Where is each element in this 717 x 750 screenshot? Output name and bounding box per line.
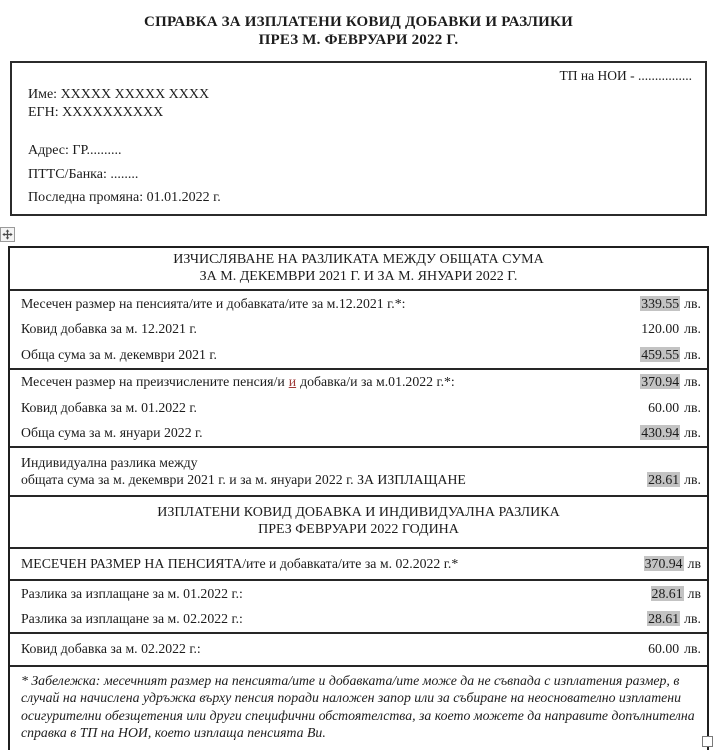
table-row-difference-feb2022 — [10, 607, 707, 633]
table-move-handle[interactable] — [0, 227, 15, 242]
amount-value: 339.55 — [641, 295, 680, 311]
table-row-difference-jan2022 — [10, 581, 707, 607]
table-row-monthly-pension-jan2022 — [10, 370, 707, 396]
individual-difference-group — [10, 448, 707, 497]
currency-unit: лв. — [684, 374, 701, 390]
row-label: Разлика за изплащане за м. 01.2022 г.: — [21, 585, 243, 601]
currency-unit: лв. — [684, 611, 701, 627]
row-value — [640, 296, 701, 312]
january-2022-group — [10, 370, 707, 449]
currency-unit: лв — [687, 555, 701, 571]
amount-value: 459.55 — [641, 346, 680, 362]
currency-unit: лв. — [684, 321, 701, 337]
currency-unit: лв. — [684, 425, 701, 441]
row-value — [640, 321, 701, 337]
document-title-line1: СПРАВКА ЗА ИЗПЛАТЕНИ КОВИД ДОБАВКИ И РАЗЛИКИ — [144, 14, 573, 30]
amount-value: 120.00 — [641, 321, 680, 337]
currency-unit: лв. — [684, 295, 701, 311]
amount-value: 28.61 — [648, 472, 680, 488]
row-label — [21, 455, 647, 488]
egn-line: ЕГН: XXXXXXXXXX — [28, 105, 164, 121]
amount-value: 370.94 — [641, 374, 680, 390]
monthly-pension-feb2022-group — [10, 549, 707, 582]
row-value — [640, 374, 701, 390]
row-value — [647, 472, 701, 488]
document-title-line2: ПРЕЗ М. ФЕВРУАРИ 2022 Г. — [258, 32, 459, 48]
covid-supplement-feb2022-group — [10, 634, 707, 667]
currency-unit: лв. — [684, 346, 701, 362]
document-title — [0, 13, 717, 49]
calc-table-header-line1: ИЗЧИСЛЯВАНЕ НА РАЗЛИКАТА МЕЖДУ ОБЩАТА СУМА — [173, 251, 544, 267]
row-value — [640, 347, 701, 363]
amount-value: 28.61 — [651, 585, 683, 601]
row-value — [651, 586, 701, 602]
move-cross-icon — [2, 229, 13, 240]
row-label: Ковид добавка за м. 02.2022 г.: — [21, 641, 201, 657]
address-line: Адрес: ГР.......... — [28, 143, 122, 159]
row-label-line1: Индивидуална разлика между — [21, 455, 198, 471]
amount-value: 60.00 — [648, 641, 680, 657]
amount-value: 60.00 — [648, 399, 680, 415]
row-label: Обща сума за м. януари 2022 г. — [21, 425, 203, 441]
calc-table-header-line2: ЗА М. ДЕКЕМВРИ 2021 Г. И ЗА М. ЯНУАРИ 2022 Г. — [199, 268, 518, 284]
amount-value: 28.61 — [648, 611, 680, 627]
row-value — [640, 425, 701, 441]
covid-supplement-table — [8, 246, 709, 750]
tracked-change-inserted-text: и — [288, 374, 297, 390]
table-row-total-dec2021 — [10, 342, 707, 368]
amount-value: 370.94 — [644, 555, 683, 571]
december-2021-group — [10, 291, 707, 370]
table-row-monthly-pension-dec2021 — [10, 291, 707, 317]
table-row-total-jan2022 — [10, 421, 707, 447]
amount-value: 430.94 — [641, 425, 680, 441]
row-label: Ковид добавка за м. 12.2021 г. — [21, 321, 197, 337]
currency-unit: лв. — [684, 472, 701, 488]
row-label-post: добавка/и за м.01.2022 г.*: — [300, 374, 455, 390]
row-value — [647, 611, 701, 627]
currency-unit: лв — [687, 585, 701, 601]
table-row-covid-supplement-jan2022 — [10, 395, 707, 421]
row-value — [644, 556, 701, 572]
differences-paid-group — [10, 581, 707, 634]
table-row-individual-difference — [10, 448, 707, 495]
table-row-covid-supplement-feb2022 — [10, 634, 707, 665]
currency-unit: лв. — [684, 399, 701, 415]
row-label-pre: Месечен размер на преизчислените пенсия/и — [21, 374, 285, 390]
row-label-line2: общата сума за м. декември 2021 г. и за м. януари 2022 г. ЗА ИЗПЛАЩАНЕ — [21, 471, 466, 487]
paid-table-header-line2: ПРЕЗ ФЕВРУАРИ 2022 ГОДИНА — [258, 522, 459, 538]
table-row-monthly-pension-feb2022 — [10, 549, 707, 580]
row-value — [647, 400, 701, 416]
row-label: Обща сума за м. декември 2021 г. — [21, 346, 217, 362]
paid-table-header-line1: ИЗПЛАТЕНИ КОВИД ДОБАВКА И ИНДИВИДУАЛНА РАЗЛИКА — [157, 505, 560, 521]
paid-table-header — [10, 497, 707, 548]
person-info-box — [10, 61, 707, 216]
last-change-line: Последна промяна: 01.01.2022 г. — [28, 190, 221, 206]
row-value — [647, 641, 701, 657]
row-label — [21, 374, 640, 391]
footnote-remark: * Забележка: месечният размер на пенсията/ите и добавката/ите може да не съвпада с изплатения размер, в случай на начислена удръжка върху пенсия поради наложен запор или за събиране на неоснователно изплатени осигурителни обезщетения или други специфични обстоятелства, за което можете да направите допълнителна справка в ТП на НОИ, което изплаща пенсията Ви. — [21, 672, 695, 741]
info-box-spacer — [28, 122, 692, 136]
row-label: МЕСЕЧЕН РАЗМЕР НА ПЕНСИЯТА/ите и добавката/ите за м. 02.2022 г.* — [21, 555, 459, 571]
name-line: Име: XXXXX XXXXX XXXX — [28, 87, 210, 102]
calc-table-header — [10, 248, 707, 291]
currency-unit: лв. — [684, 641, 701, 657]
bank-line: ПТТС/Банка: ........ — [28, 166, 139, 182]
row-label: Месечен размер на пенсията/ите и добавката/ите за м.12.2021 г.*: — [21, 295, 406, 311]
row-label: Разлика за изплащане за м. 02.2022 г.: — [21, 611, 243, 627]
table-resize-handle[interactable] — [702, 736, 713, 747]
noi-territorial-division-line: ТП на НОИ - ................ — [559, 68, 692, 83]
table-row-covid-supplement-dec2021 — [10, 317, 707, 343]
row-label: Ковид добавка за м. 01.2022 г. — [21, 399, 197, 415]
